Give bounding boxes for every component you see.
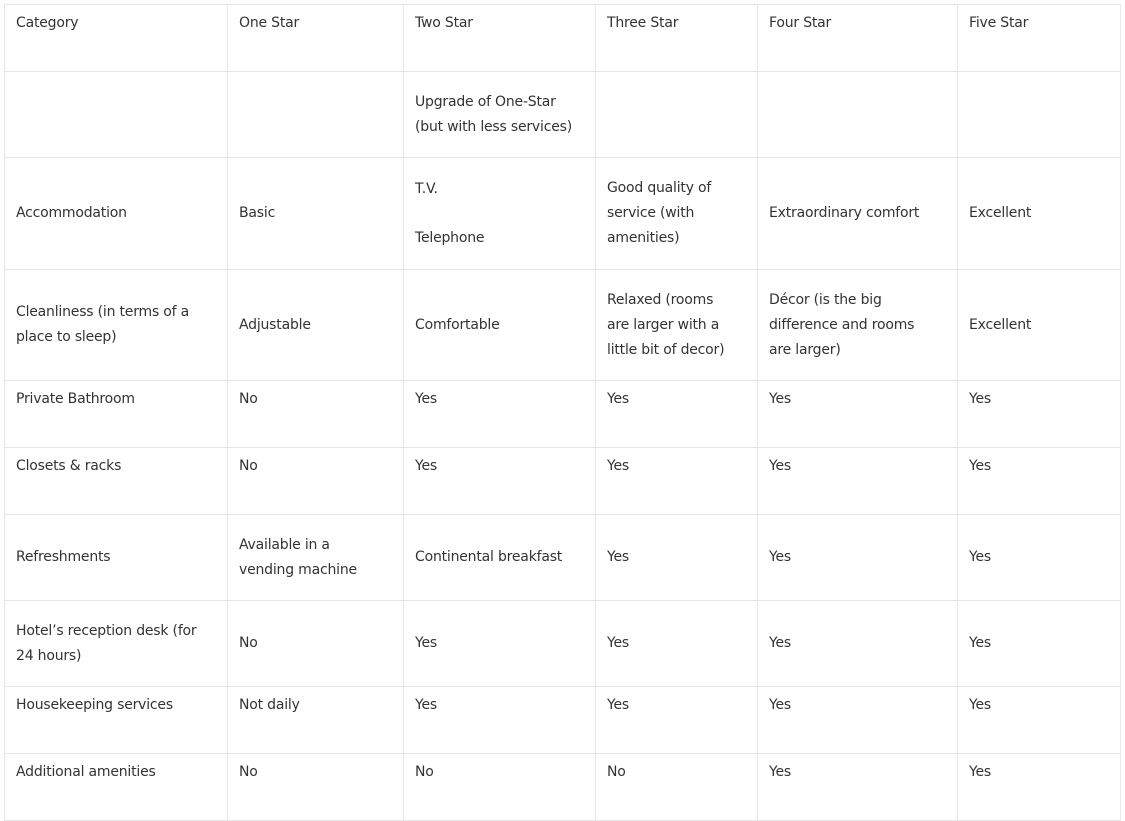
four-star-cell: Yes bbox=[758, 515, 958, 601]
cell-line: Available in a bbox=[239, 536, 330, 553]
table-cell bbox=[758, 72, 958, 158]
table-cell bbox=[958, 72, 1121, 158]
five-star-cell: Excellent bbox=[958, 270, 1121, 381]
table-cell bbox=[5, 72, 228, 158]
two-star-cell bbox=[404, 158, 596, 270]
two-star-cell: Yes bbox=[404, 448, 596, 515]
category-cell: Accommodation bbox=[5, 158, 228, 270]
three-star-cell: Yes bbox=[596, 381, 758, 448]
cell-line: T.V. bbox=[415, 180, 438, 197]
five-star-cell: Yes bbox=[958, 754, 1121, 821]
five-star-cell: Yes bbox=[958, 448, 1121, 515]
one-star-cell: Not daily bbox=[228, 687, 404, 754]
header-one-star: One Star bbox=[228, 5, 404, 72]
cell-line: amenities) bbox=[607, 230, 680, 246]
five-star-cell: Yes bbox=[958, 601, 1121, 687]
cell-line: 24 hours) bbox=[16, 647, 82, 664]
cell-line: Hotel’s reception desk (for bbox=[16, 622, 197, 639]
cell-line: service (with bbox=[607, 205, 695, 221]
one-star-cell: No bbox=[228, 448, 404, 515]
cell-line: Good quality of bbox=[607, 180, 712, 196]
three-star-cell: Yes bbox=[596, 601, 758, 687]
header-category: Category bbox=[5, 5, 228, 72]
two-star-cell: Comfortable bbox=[404, 270, 596, 381]
four-star-cell: Extraordinary comfort bbox=[758, 158, 958, 270]
four-star-cell: Yes bbox=[758, 448, 958, 515]
five-star-cell: Yes bbox=[958, 687, 1121, 754]
two-star-cell: Yes bbox=[404, 601, 596, 687]
category-cell bbox=[5, 270, 228, 381]
three-star-cell: Yes bbox=[596, 687, 758, 754]
four-star-cell: Yes bbox=[758, 687, 958, 754]
table-cell bbox=[596, 72, 758, 158]
note-line: (but with less services) bbox=[415, 118, 572, 135]
two-star-cell: Yes bbox=[404, 687, 596, 754]
table-row-refreshments bbox=[5, 515, 1121, 601]
category-cell bbox=[5, 601, 228, 687]
two-star-note-cell bbox=[404, 72, 596, 158]
five-star-cell: Yes bbox=[958, 515, 1121, 601]
hotel-star-comparison-table bbox=[4, 4, 1121, 821]
table-cell bbox=[228, 72, 404, 158]
table-row-private-bathroom bbox=[5, 381, 1121, 448]
category-cell: Housekeeping services bbox=[5, 687, 228, 754]
three-star-cell: No bbox=[596, 754, 758, 821]
three-star-cell bbox=[596, 270, 758, 381]
cell-line: vending machine bbox=[239, 561, 357, 578]
header-two-star: Two Star bbox=[404, 5, 596, 72]
table-row-closets-racks bbox=[5, 448, 1121, 515]
cell-line: are larger with a bbox=[607, 316, 720, 333]
table-row-cleanliness bbox=[5, 270, 1121, 381]
header-five-star: Five Star bbox=[958, 5, 1121, 72]
table-row-note bbox=[5, 72, 1121, 158]
four-star-cell: Yes bbox=[758, 601, 958, 687]
cell-line: Cleanliness (in terms of a bbox=[16, 304, 190, 320]
three-star-cell: Yes bbox=[596, 515, 758, 601]
cell-line: difference and rooms bbox=[769, 316, 915, 333]
two-star-cell: No bbox=[404, 754, 596, 821]
cell-line: Décor (is the big bbox=[769, 291, 882, 308]
table-row-additional-amenities bbox=[5, 754, 1121, 821]
one-star-cell bbox=[228, 515, 404, 601]
four-star-cell bbox=[758, 270, 958, 381]
header-three-star: Three Star bbox=[596, 5, 758, 72]
category-cell: Additional amenities bbox=[5, 754, 228, 821]
two-star-cell: Yes bbox=[404, 381, 596, 448]
one-star-cell: No bbox=[228, 601, 404, 687]
two-star-cell: Continental breakfast bbox=[404, 515, 596, 601]
one-star-cell: Adjustable bbox=[228, 270, 404, 381]
one-star-cell: No bbox=[228, 381, 404, 448]
one-star-cell: No bbox=[228, 754, 404, 821]
cell-line: place to sleep) bbox=[16, 329, 117, 345]
category-cell: Refreshments bbox=[5, 515, 228, 601]
cell-line: Relaxed (rooms bbox=[607, 291, 714, 308]
three-star-cell: Yes bbox=[596, 448, 758, 515]
five-star-cell: Yes bbox=[958, 381, 1121, 448]
five-star-cell: Excellent bbox=[958, 158, 1121, 270]
table-row-accommodation bbox=[5, 158, 1121, 270]
cell-line: Telephone bbox=[415, 229, 485, 246]
category-cell: Private Bathroom bbox=[5, 381, 228, 448]
header-four-star: Four Star bbox=[758, 5, 958, 72]
cell-line: are larger) bbox=[769, 341, 841, 358]
category-cell: Closets & racks bbox=[5, 448, 228, 515]
table-row-reception-desk bbox=[5, 601, 1121, 687]
line-gap bbox=[415, 202, 587, 226]
four-star-cell: Yes bbox=[758, 381, 958, 448]
cell-line: little bit of decor) bbox=[607, 341, 725, 358]
table-row-housekeeping bbox=[5, 687, 1121, 754]
note-line: Upgrade of One-Star bbox=[415, 93, 556, 110]
table-header-row bbox=[5, 5, 1121, 72]
three-star-cell bbox=[596, 158, 758, 270]
one-star-cell: Basic bbox=[228, 158, 404, 270]
four-star-cell: Yes bbox=[758, 754, 958, 821]
